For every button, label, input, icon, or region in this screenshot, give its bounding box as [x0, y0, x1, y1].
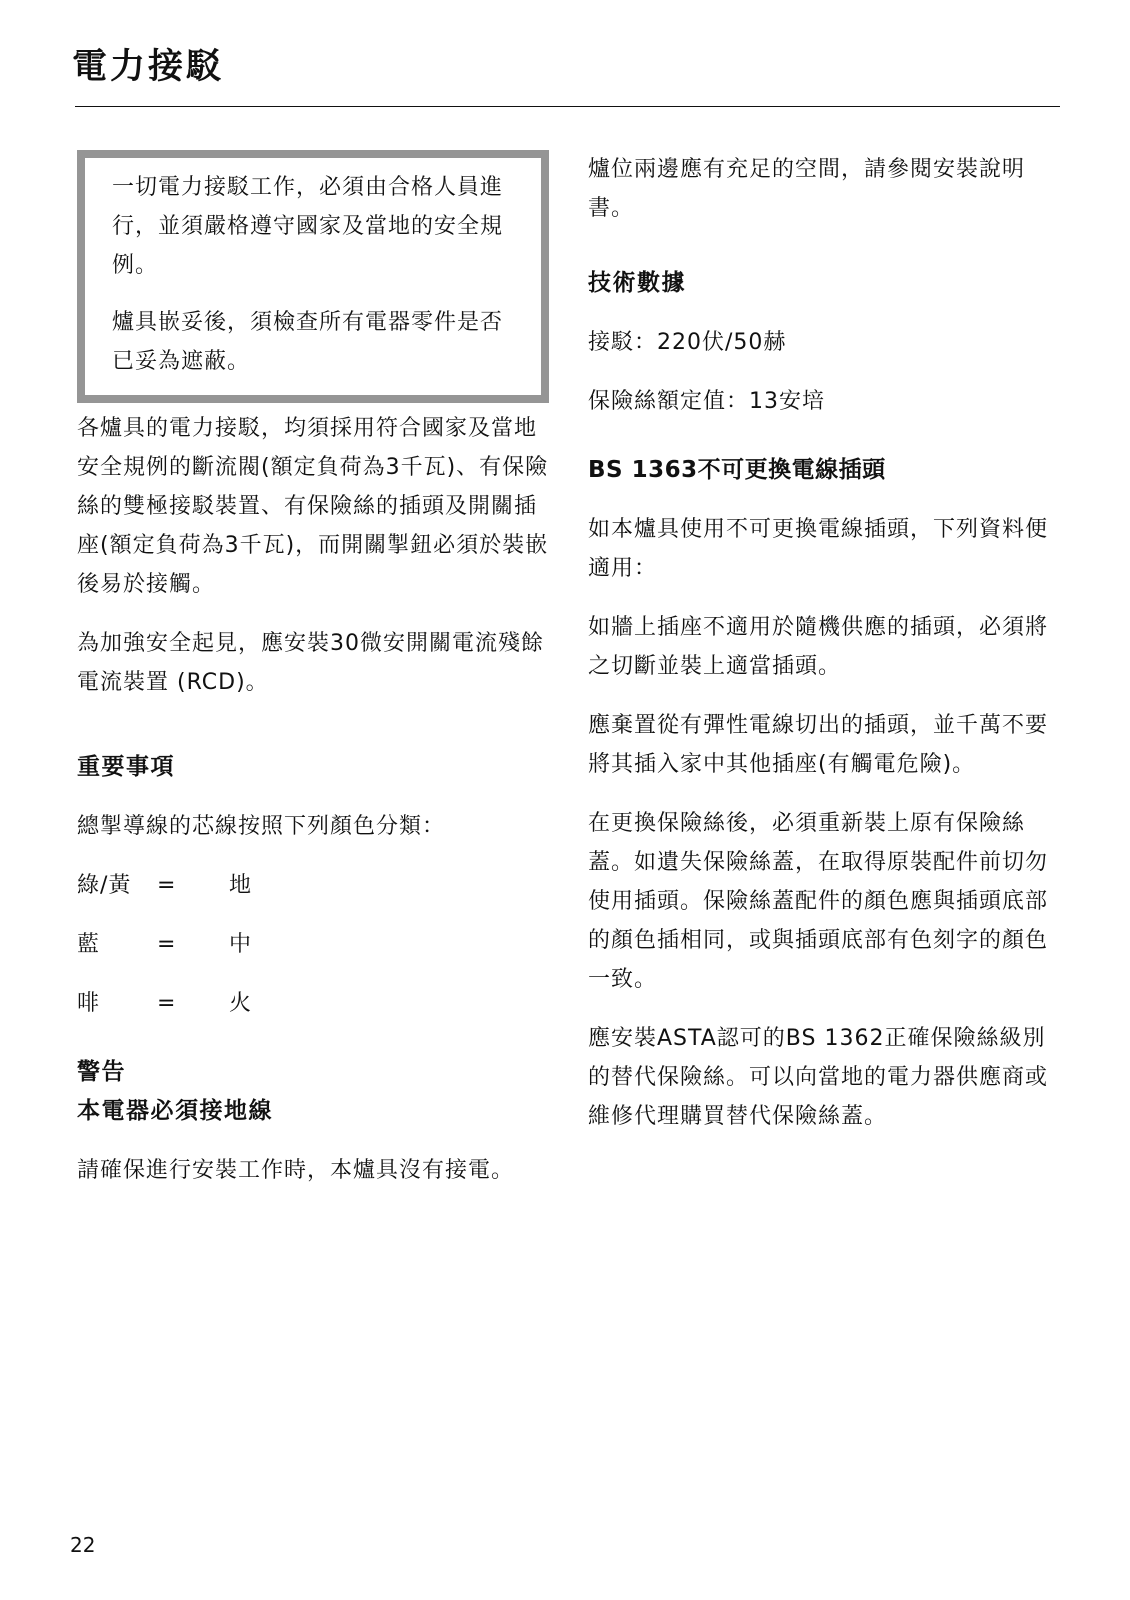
wire-meaning: 地	[229, 873, 253, 898]
equals-sign: =	[157, 991, 177, 1016]
rcd-recommendation: 為加強安全起見，應安裝30微安開關電流殘餘電流裝置 (RCD)。	[77, 631, 544, 695]
safety-notice-box	[77, 150, 549, 403]
bs1363-text-4: 在更換保險絲後，必須重新裝上原有保險絲蓋。如遺失保險絲蓋，在取得原裝配件前切勿使用插頭。保險絲蓋配件的顏色應與插頭底部的顏色插相同，或與插頭底部有色刻字的顏色一致。	[588, 811, 1049, 992]
wire-colour: 綠/黃	[77, 873, 132, 898]
bs1363-text-3: 應棄置從有彈性電線切出的插頭，並千萬不要將其插入家中其他插座(有觸電危險)。	[588, 713, 1049, 777]
wire-colour: 藍	[77, 932, 101, 957]
equals-sign: =	[157, 932, 177, 957]
safety-notice-text-1: 一切電力接駁工作，必須由合格人員進行，並須嚴格遵守國家及當地的安全規例。	[112, 175, 504, 278]
page-number: 22	[70, 1533, 96, 1557]
technical-data-heading: 技術數據	[588, 270, 686, 296]
safety-notice-text-2: 爐具嵌妥後，須檢查所有電器零件是否已妥為遮蔽。	[112, 310, 504, 374]
connection-requirements: 各爐具的電力接駁，均須採用符合國家及當地安全規例的斷流閥(額定負荷為3千瓦)、有保險絲的雙極接駁裝置、有保險絲的插頭及開關插座(額定負荷為3千瓦)，而開關掣鈕必須於裝嵌後易於接觸。	[77, 416, 549, 597]
technical-fuse-rating: 保險絲額定值：13安培	[588, 389, 825, 414]
earthing-heading: 本電器必須接地線	[77, 1098, 273, 1124]
page-title: 電力接駁	[72, 47, 225, 87]
equals-sign: =	[157, 873, 177, 898]
wire-colour-row	[77, 866, 549, 925]
title-divider	[75, 106, 1060, 107]
bs1363-heading: BS 1363不可更換電線插頭	[588, 457, 886, 483]
important-heading: 重要事項	[77, 754, 175, 780]
technical-connection: 接駁：220伏/50赫	[588, 330, 787, 355]
right-column	[588, 150, 1060, 1156]
clearance-text: 爐位兩邊應有充足的空間，請參閱安裝說明書。	[588, 157, 1026, 221]
warning-heading: 警告	[77, 1059, 126, 1085]
wire-colour: 啡	[77, 991, 101, 1016]
left-column	[77, 150, 549, 1210]
wire-colour-intro: 總掣導線的芯線按照下列顏色分類：	[77, 814, 446, 839]
wire-colour-row	[77, 925, 549, 984]
wire-meaning: 中	[229, 932, 253, 957]
wire-colour-row	[77, 984, 549, 1043]
wire-meaning: 火	[229, 991, 253, 1016]
bs1363-text-2: 如牆上插座不適用於隨機供應的插頭，必須將之切斷並裝上適當插頭。	[588, 615, 1049, 679]
bs1363-text-5: 應安裝ASTA認可的BS 1362正確保險絲級別的替代保險絲。可以向當地的電力器供應商或維修代理購買替代保險絲蓋。	[588, 1026, 1049, 1129]
earthing-text: 請確保進行安裝工作時，本爐具沒有接電。	[77, 1158, 515, 1183]
bs1363-text-1: 如本爐具使用不可更換電線插頭，下列資料便適用：	[588, 517, 1049, 581]
wire-colour-table	[77, 866, 549, 1043]
